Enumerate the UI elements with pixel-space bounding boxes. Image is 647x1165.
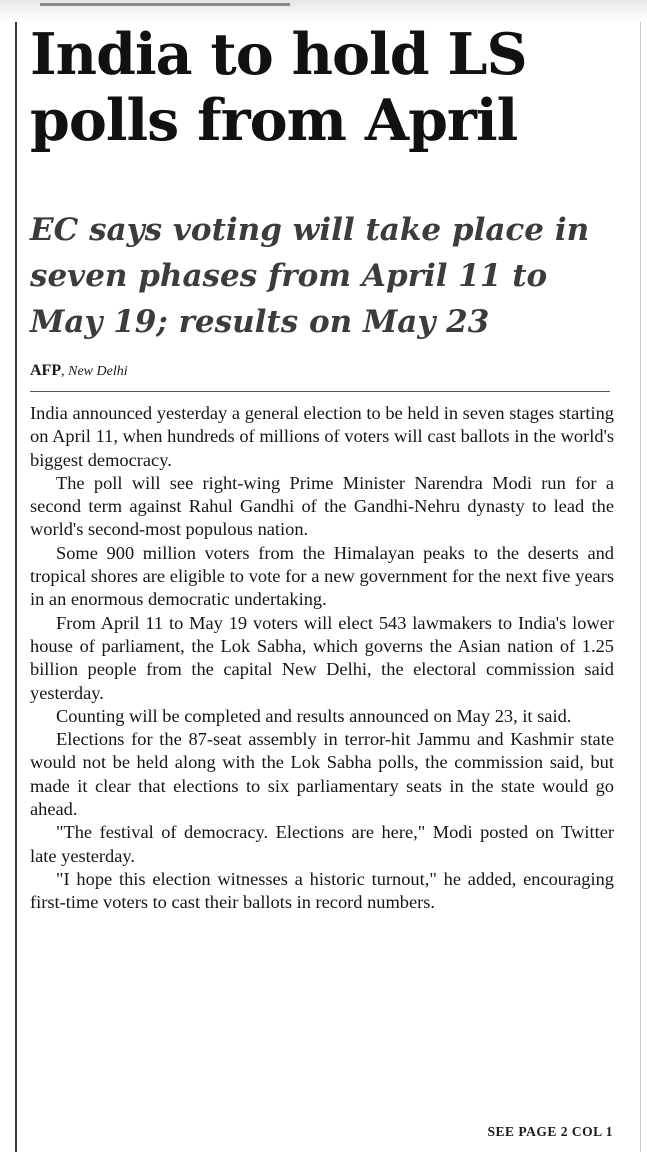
paragraph: From April 11 to May 19 voters will elect 543 lawmakers to India's lower house of parliament, the Lok Sabha, which governs the Asian nation of 1.25 billion people from the capital New Delhi, the electoral commission said yesterday.	[30, 612, 614, 703]
paragraph: "The festival of democracy. Elections are here," Modi posted on Twitter late yesterday.	[30, 822, 614, 866]
page-top-edge	[0, 0, 647, 22]
byline-separator: ,	[61, 364, 69, 379]
column-left-rule	[15, 22, 17, 1152]
article-body	[30, 402, 614, 915]
byline	[30, 362, 128, 380]
paragraph: Counting will be completed and results announced on May 23, it said.	[56, 705, 572, 726]
paragraph: Elections for the 87-seat assembly in terror-hit Jammu and Kashmir state would not be held along with the Lok Sabha polls, the commission said, but made it clear that elections to six parliamentary seats in the state would go ahead.	[30, 729, 614, 820]
byline-divider	[30, 391, 610, 392]
byline-agency: AFP	[30, 362, 62, 379]
paragraph: Some 900 million voters from the Himalayan peaks to the deserts and tropical shores are eligible to vote for a new government for the next five years in an enormous democratic undertaking.	[30, 542, 614, 610]
byline-location: New Delhi	[68, 364, 128, 379]
paragraph: The poll will see right-wing Prime Minister Narendra Modi run for a second term against Rahul Gandhi of the Gandhi-Nehru dynasty to lead the world's second-most populous nation.	[30, 472, 614, 540]
column-right-rule	[640, 22, 641, 1152]
subheadline: EC says voting will take place in seven phases from April 11 to May 19; results on May 23	[30, 212, 590, 340]
paragraph: India announced yesterday a general election to be held in seven stages starting on April 11, when hundreds of millions of voters will cast ballots in the world's biggest democracy.	[30, 403, 614, 470]
headline: India to hold LS polls from April	[30, 21, 527, 154]
top-strip-line	[40, 3, 290, 6]
paragraph: "I hope this election witnesses a historic turnout," he added, encouraging first-time voters to cast their ballots in record numbers.	[30, 868, 614, 913]
continuation-note: SEE PAGE 2 COL 1	[487, 1124, 613, 1139]
